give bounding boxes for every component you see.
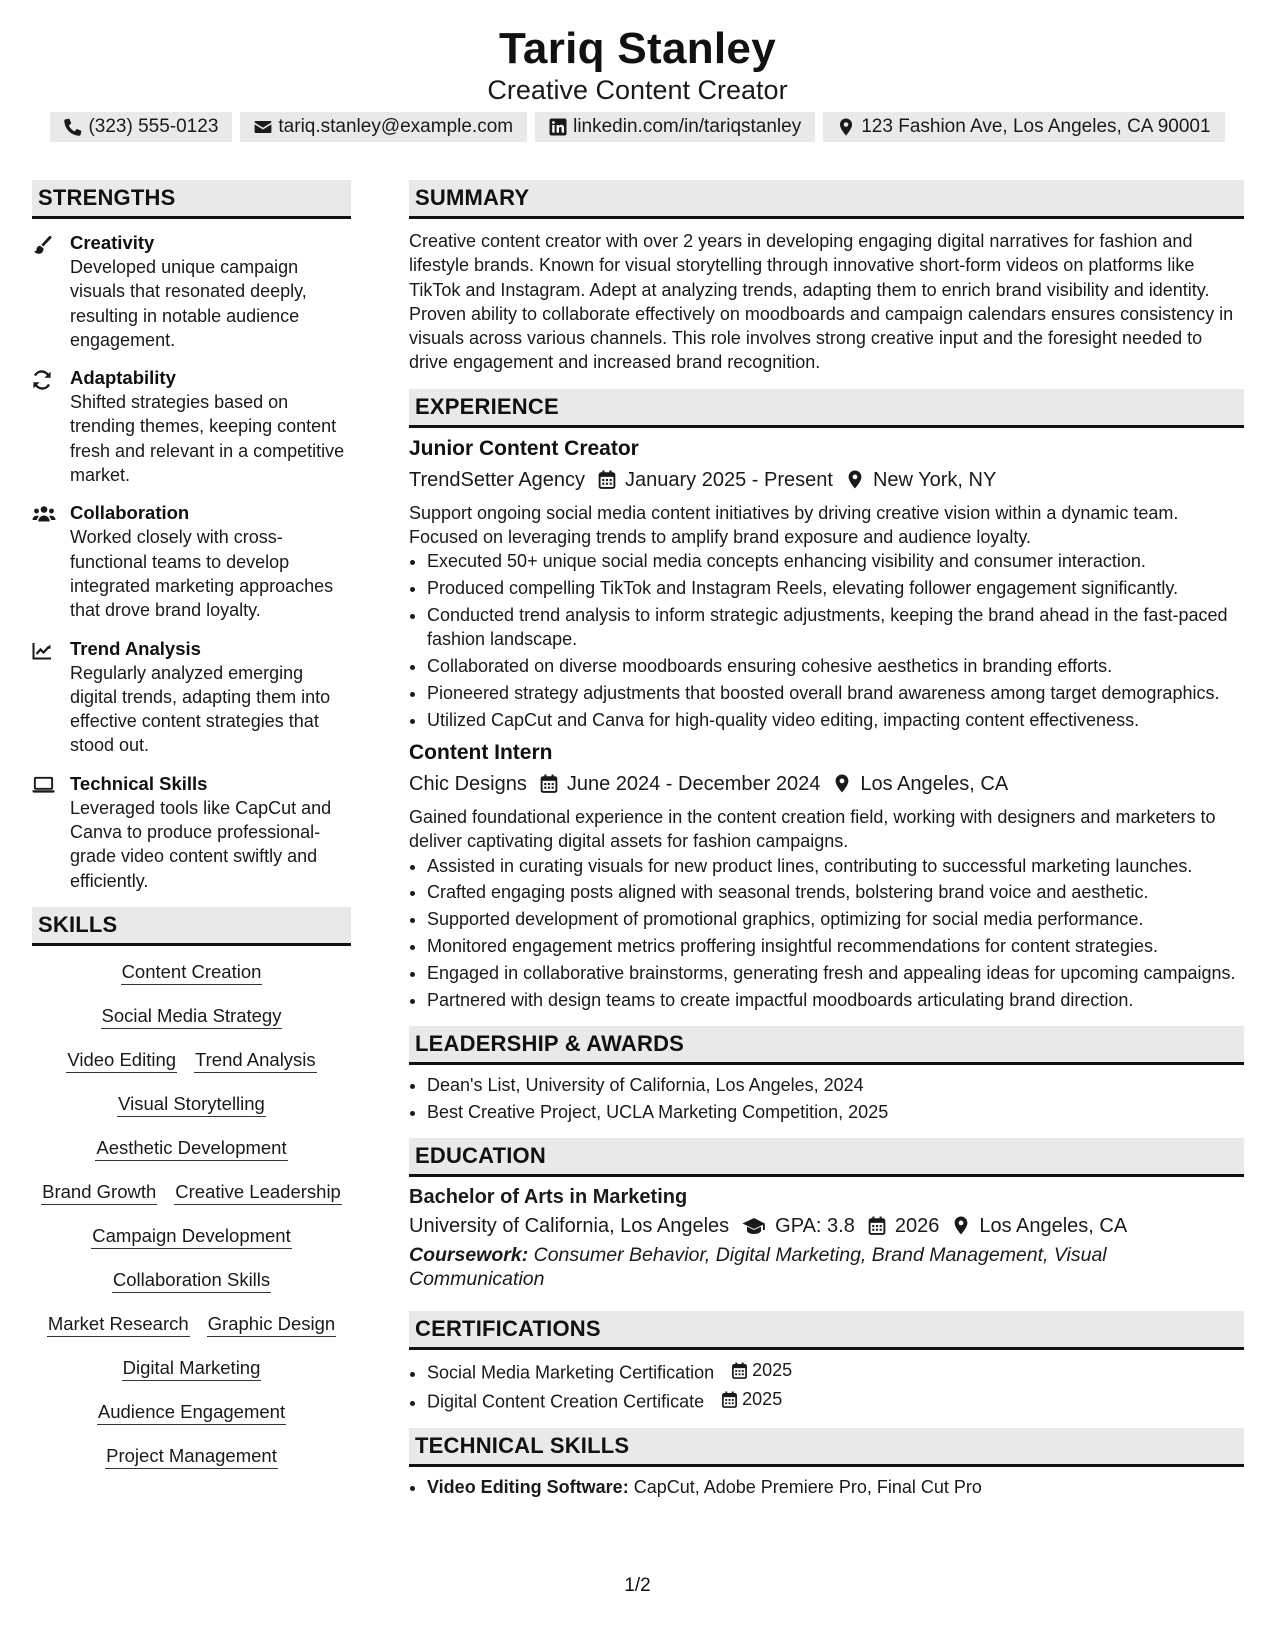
calendar-icon [540,774,558,793]
list-item: • Crafted engaging posts aligned with seasonal trends, bolstering brand voice and aesthetic. [427,880,1244,904]
users-icon [32,505,56,523]
skill-tag: Trend Analysis [194,1048,317,1073]
experience-heading: EXPERIENCE [409,389,1244,428]
summary-text: Creative content creator with over 2 years in developing engaging digital narratives for fashion and lifestyle brands. Known for visual storytelling through innovative short-form videos on platforms like TikTok and Instagram. Adept at analyzing trends, adapting them to enrich brand visibility and identity. Proven ability to collaborate effectively on moodboards and campaign calendars ensures consistency in visuals across various channels. This role involves strong creative input and the foresight needed to drive engagement and increased brand recognition. [409,231,1234,373]
leadership-heading: LEADERSHIP & AWARDS [409,1026,1244,1065]
skill-tag: Video Editing [66,1048,177,1073]
candidate-title: Creative Content Creator [487,75,788,105]
job-location: Los Angeles, CA [860,772,1009,795]
contact-phone[interactable] [50,112,232,142]
skill-tag: Market Research [47,1312,190,1337]
coursework [409,1243,1244,1291]
linkedin-icon [549,118,567,136]
list-item: • Utilized CapCut and Canva for high-quality video editing, impacting content effectiveness. [427,708,1244,732]
skill-tag: Graphic Design [207,1312,337,1337]
contact-email[interactable] [240,112,527,142]
calendar-icon [731,1362,748,1379]
strength-title: Technical Skills [70,772,208,794]
strength-desc: Shifted strategies based on trending themes, keeping content fresh and relevant in a competitive market. [70,392,345,486]
leadership-list [409,1073,1244,1124]
tech-skill-value: CapCut, Adobe Premiere Pro, Final Cut Pro [633,1477,982,1498]
sync-icon [32,370,52,390]
strength-title: Creativity [70,232,155,253]
skill-tag: Audience Engagement [97,1400,286,1425]
list-item: • Produced compelling TikTok and Instagram Reels, elevating follower engagement significantly. [427,576,1244,600]
calendar-icon [868,1216,886,1235]
skills-heading: SKILLS [32,907,351,946]
skill-tag: Campaign Development [91,1224,291,1249]
skill-tag: Social Media Strategy [101,1004,283,1029]
graduation-cap-icon [742,1217,766,1235]
skill-tag: Collaboration Skills [112,1268,271,1293]
map-pin-icon [837,118,855,136]
contact-address [823,112,1224,142]
list-item: • Assisted in curating visuals for new product lines, contributing to successful marketing launches. [427,854,1244,878]
strength-title: Adaptability [70,367,176,389]
cert-year: 2025 [752,1359,793,1380]
company-name: TrendSetter Agency [409,468,586,491]
job-entry [409,436,1244,732]
skill-tag: Aesthetic Development [95,1136,287,1161]
degree-title: Bachelor of Arts in Marketing [409,1185,688,1208]
job-bullets [409,854,1244,1012]
address-text: 123 Fashion Ave, Los Angeles, CA 90001 [861,116,1211,137]
chart-line-icon [32,641,52,661]
list-item [427,1387,1244,1414]
list-item: • Collaborated on diverse moodboards ensuring cohesive aesthetics in branding efforts. [427,654,1244,678]
contact-linkedin[interactable] [535,112,815,142]
phone-icon [64,118,82,136]
strength-desc: Worked closely with cross-functional teams to develop integrated marketing approaches that drove brand loyalty. [70,527,334,621]
job-meta [409,467,1244,493]
skill-tag: Project Management [105,1444,278,1469]
map-pin-icon [952,1216,970,1235]
job-dates: June 2024 - December 2024 [566,772,821,795]
strength-item [32,772,351,893]
list-item: • Pioneered strategy adjustments that boosted overall brand awareness among target demographics. [427,681,1244,705]
company-name: Chic Designs [409,772,527,795]
strength-desc: Developed unique campaign visuals that resonated deeply, resulting in notable audience engagement. [70,257,307,350]
tech-skill-label: Video Editing Software: [427,1477,629,1498]
technical-skills-heading: TECHNICAL SKILLS [409,1428,1244,1467]
laptop-icon [32,776,55,794]
coursework-label: Coursework: [409,1243,529,1266]
list-item: • Best Creative Project, UCLA Marketing Competition, 2025 [427,1100,1244,1124]
strengths-list [32,231,351,893]
strength-title: Trend Analysis [70,637,201,659]
job-meta [409,771,1244,797]
list-item: • Monitored engagement metrics proffering insightful recommendations for content strategies. [427,934,1244,958]
certifications-list [409,1358,1244,1414]
strength-desc: Regularly analyzed emerging digital trends, adapting them into effective content strategies that stood out. [70,662,331,756]
strengths-heading: STRENGTHS [32,180,351,219]
phone-text: (323) 555-0123 [88,116,219,137]
job-location: New York, NY [872,468,997,491]
list-item: • Executed 50+ unique social media concepts enhancing visibility and consumer interaction. [427,549,1244,573]
coursework-list: Consumer Behavior, Digital Marketing, Brand Management, Visual Communication [409,1243,1107,1290]
job-dates: January 2025 - Present [625,468,833,491]
skill-tag: Digital Marketing [122,1356,262,1381]
strength-item [32,231,351,352]
linkedin-text: linkedin.com/in/tariqstanley [573,116,802,137]
technical-skills-list [409,1475,1244,1499]
strength-item [32,501,351,622]
gpa: GPA: 3.8 [775,1214,855,1237]
cert-name: Social Media Marketing Certification [427,1362,715,1383]
strength-desc: Leveraged tools like CapCut and Canva to produce professional-grade video content swiftly and efficiently. [70,797,332,891]
map-pin-icon [833,774,851,793]
job-bullets [409,549,1244,732]
skill-tag: Content Creation [121,960,263,985]
calendar-icon [598,470,616,489]
job-description: Gained foundational experience in the content creation field, working with designers and marketers to deliver captivating digital assets for fashion campaigns. [409,806,1216,852]
summary-heading: SUMMARY [409,180,1244,219]
school-name: University of California, Los Angeles [409,1214,730,1237]
skill-tag: Brand Growth [41,1180,157,1205]
email-text: tariq.stanley@example.com [278,116,514,137]
calendar-icon [721,1391,738,1408]
page-number: 1/2 [624,1575,651,1596]
job-title: Content Intern [409,740,553,764]
candidate-name: Tariq Stanley [499,24,776,73]
strength-item [32,366,351,487]
list-item [427,1475,1244,1499]
right-column [409,180,1244,1502]
resume-header [0,0,1275,142]
certifications-heading: CERTIFICATIONS [409,1311,1244,1350]
list-item: • Engaged in collaborative brainstorms, generating fresh and appealing ideas for upcoming campaigns. [427,961,1244,985]
job-title: Junior Content Creator [409,436,639,460]
cert-name: Digital Content Creation Certificate [427,1392,705,1412]
skill-tag: Visual Storytelling [117,1092,266,1117]
graduation-year: 2026 [894,1214,940,1237]
envelope-icon [254,118,272,136]
skill-tag: Creative Leadership [174,1180,342,1205]
map-pin-icon [846,470,864,489]
list-item: • Supported development of promotional graphics, optimizing for social media performance. [427,907,1244,931]
skills-list [32,960,351,1469]
cert-year: 2025 [742,1389,783,1410]
education-meta [409,1213,1244,1239]
paintbrush-icon [32,235,52,255]
school-location: Los Angeles, CA [979,1214,1128,1237]
strength-item [32,637,351,758]
job-entry [409,740,1244,1012]
job-description: Support ongoing social media content initiatives by driving creative vision within a dynamic team. Focused on leveraging trends to amplify brand exposure and audience loyalty. [409,502,1179,548]
left-column [32,180,351,1488]
list-item [427,1358,1244,1385]
contact-bar [0,112,1275,142]
strength-title: Collaboration [70,502,190,524]
list-item: • Partnered with design teams to create impactful moodboards articulating brand direction. [427,988,1244,1012]
education-heading: EDUCATION [409,1138,1244,1177]
list-item: • Conducted trend analysis to inform strategic adjustments, keeping the brand ahead in the fast-paced fashion landscape. [427,603,1244,652]
list-item: • Dean's List, University of California, Los Angeles, 2024 [427,1073,1244,1097]
